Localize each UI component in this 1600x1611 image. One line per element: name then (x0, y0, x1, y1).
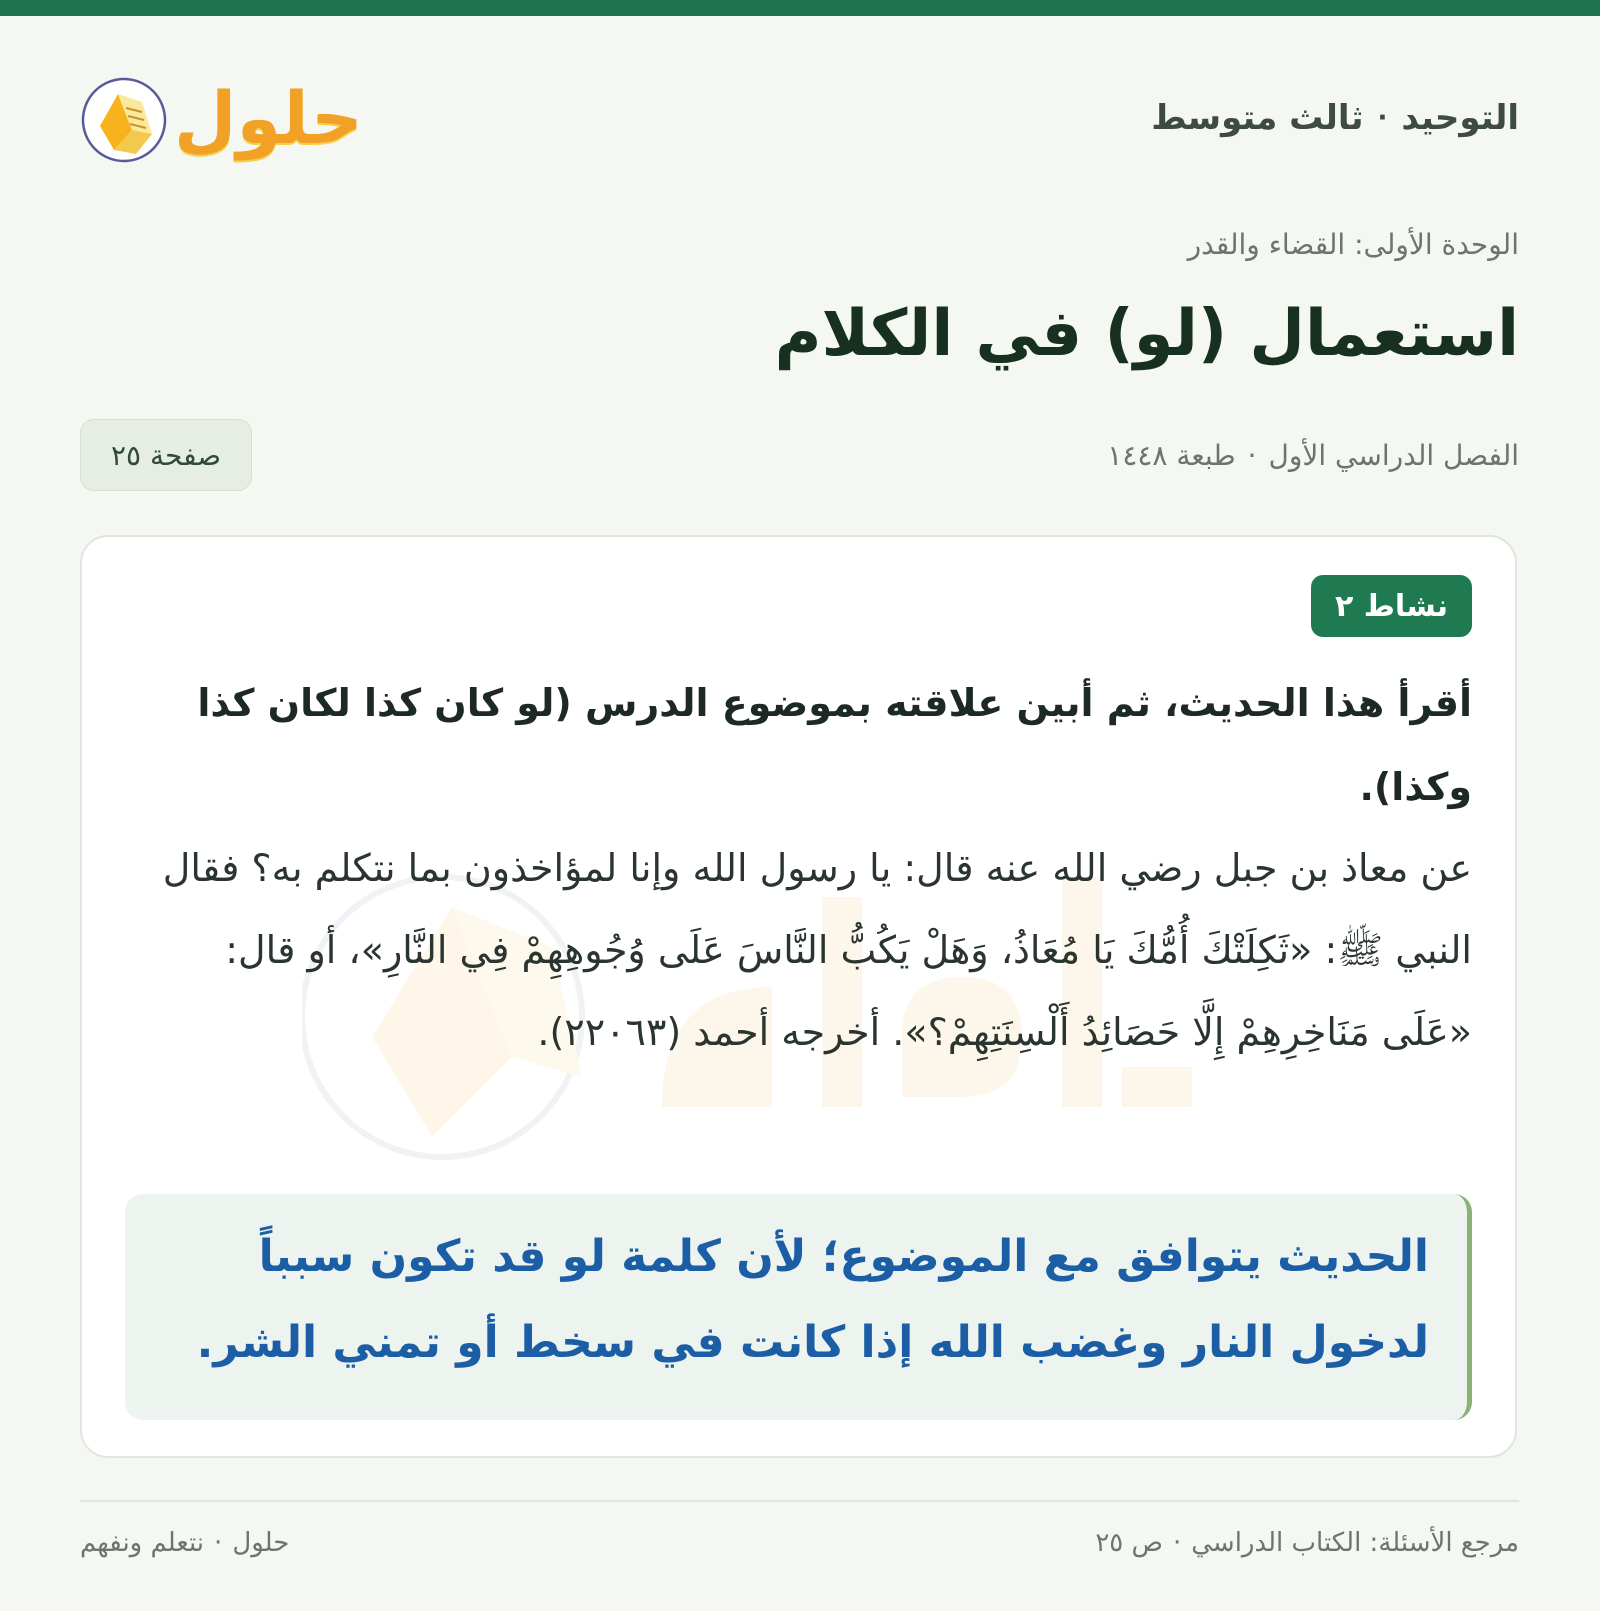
meta-separator: · (1247, 438, 1257, 472)
subject-name: التوحيد (1401, 98, 1519, 138)
site-logo[interactable] (80, 76, 363, 168)
activity-card (80, 535, 1517, 1458)
activity-badge: نشاط ٢ (1311, 575, 1472, 637)
edition-label: طبعة ١٤٤٨ (1107, 438, 1236, 472)
semester-label: الفصل الدراسي الأول (1268, 438, 1519, 472)
brand-tagline: نتعلم ونفهم (80, 1528, 205, 1558)
subject-separator: · (1377, 103, 1388, 133)
subject-title (1151, 98, 1519, 138)
footer-reference (1095, 1528, 1519, 1558)
lesson-title: استعمال (لو) في الكلام (774, 297, 1519, 371)
meta-row (80, 420, 1519, 490)
top-accent-bar (0, 0, 1600, 16)
page-header (80, 62, 1519, 182)
logo-wordmark: حلول (174, 76, 363, 160)
brand-separator: · (214, 1528, 223, 1558)
reference-label: مرجع الأسئلة: الكتاب الدراسي (1191, 1528, 1519, 1558)
hadith-text: عن معاذ بن جبل رضي الله عنه قال: يا رسول الله وإنا لمؤاخذون بما نتكلم به؟ فقال النبي ﷺ: «ثَكِلَتْكَ أُمُّكَ يَا مُعَاذُ، وَهَلْ يَكُبُّ النَّاسَ عَلَى وُجُوهِهِمْ فِي النَّارِ»، أو قال: «عَلَى مَنَاخِرِهِمْ إِلَّا حَصَائِدُ أَلْسِنَتِهِمْ؟». أخرجه أحمد (٢٢٠٦٣). (162, 846, 1472, 1054)
activity-question: أقرأ هذا الحديث، ثم أبين علاقته بموضوع الدرس (لو كان كذا لكان كذا وكذا). (197, 681, 1472, 809)
brand-name: حلول (232, 1528, 290, 1558)
page-number-chip: صفحة ٢٥ (80, 419, 252, 491)
page-reference: ص ٢٥ (1095, 1528, 1163, 1558)
unit-label: الوحدة الأولى: القضاء والقدر (1187, 228, 1519, 261)
book-emblem-icon (80, 76, 168, 168)
edition-info (1107, 439, 1519, 472)
page-footer (80, 1528, 1519, 1558)
answer-box: الحديث يتوافق مع الموضوع؛ لأن كلمة لو قد تكون سبباً لدخول النار وغضب الله إذا كانت في سخط أو تمني الشر. (125, 1194, 1472, 1420)
footer-divider (80, 1500, 1519, 1502)
footer-separator: · (1172, 1528, 1182, 1558)
grade-name: ثالث متوسط (1151, 98, 1364, 138)
footer-brand (80, 1528, 289, 1558)
